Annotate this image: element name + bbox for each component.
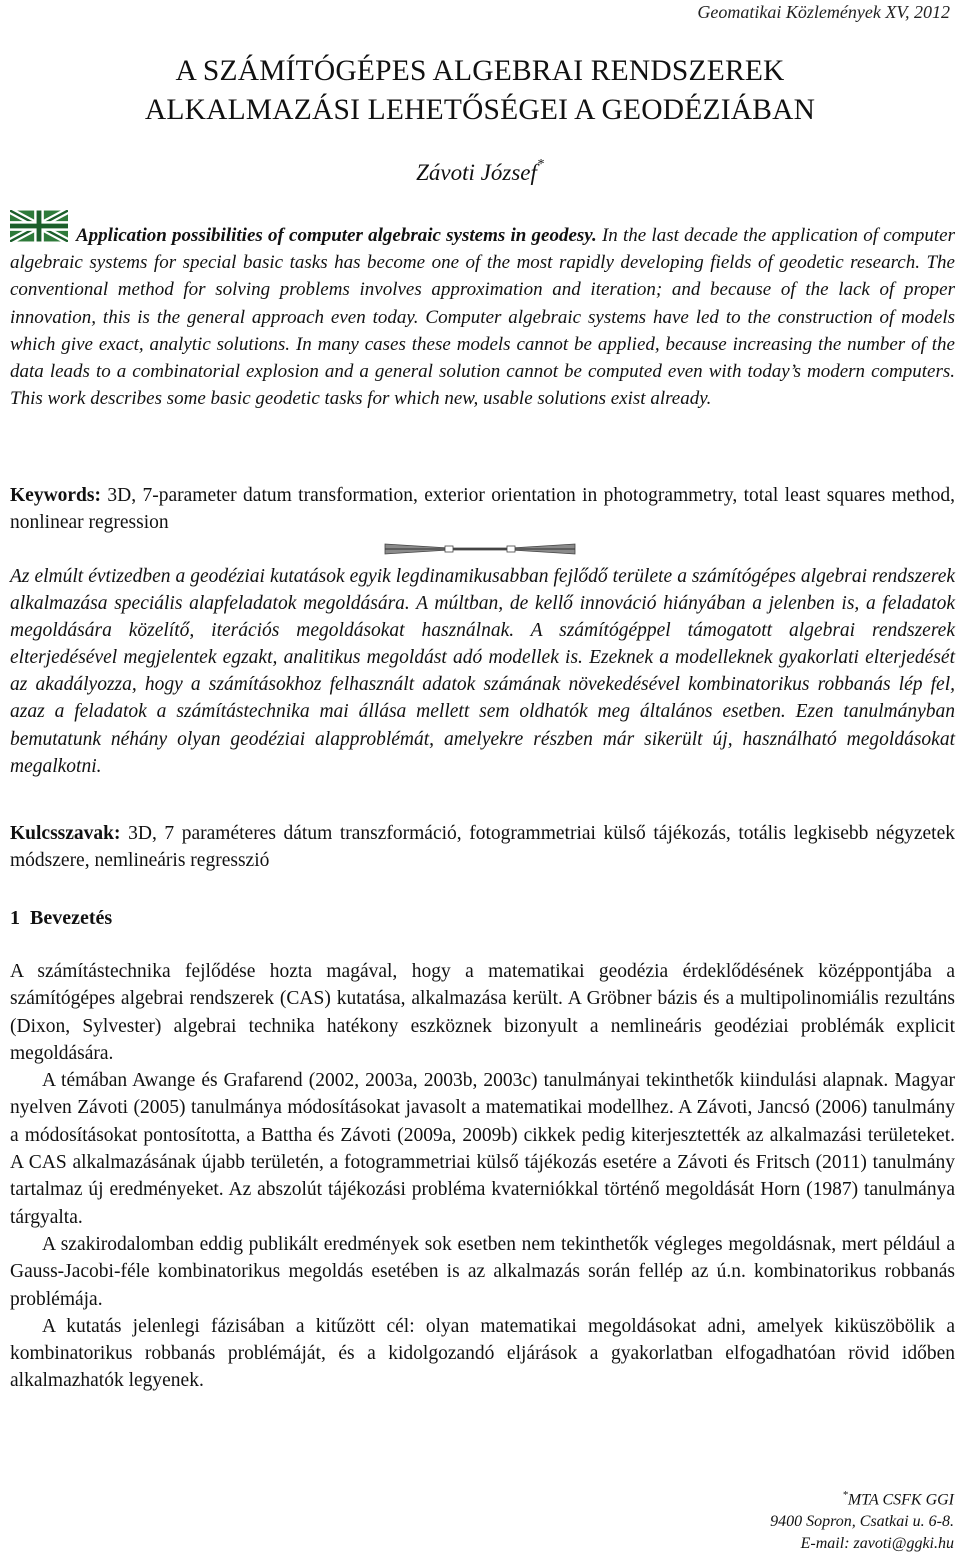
keywords-english <box>10 482 955 537</box>
paper-title <box>0 52 960 130</box>
footnote-email: E-mail: zavoti@ggki.hu <box>800 1535 954 1553</box>
abstract-english-title: Application possibilities of computer algebraic systems in geodesy. <box>76 225 597 246</box>
author-footnote-mark: * <box>536 157 544 172</box>
keywords-hungarian-label: Kulcsszavak: <box>10 823 121 844</box>
author-name: Závoti József <box>416 160 537 185</box>
section-heading <box>10 904 112 932</box>
footnote-address: 9400 Sopron, Csatkai u. 6-8. <box>770 1513 954 1531</box>
body-paragraph-1: A számítástechnika fejlődése hozta magával, hogy a matematikai geodézia érdeklődésének középpontjába a számítógépes algebrai rendszerek (CAS) kutatása, alkalmazása került. A Gröbner bázis és a multipolinomiális rezultáns (Dixon, Sylvester) algebrai technika hatékony eszköznek bizonyult a nemlineáris geodéziai problémák explicit megoldására. <box>10 961 955 1064</box>
body-paragraph-4: A kutatás jelenlegi fázisában a kitűzött cél: olyan matematikai megoldásokat adni, amelyek kiküszöbölik a kombinatorikus robbanás problémáját, és a kidolgozandó eljárások a gyakorlatban elfogadhatóan rövid időben alkalmazhatók legyenek. <box>10 1315 955 1392</box>
footnote-mark: * <box>842 1489 848 1501</box>
keywords-hungarian <box>10 820 955 875</box>
body-paragraph-3: A szakirodalomban eddig publikált eredmények sok esetben nem tekinthetők végleges megoldásnak, mert például a Gauss-Jacobi-féle kombinatorikus megoldás esetében is az alkalmazás során fellép az ú.n. kombinatorikus robbanás problémája. <box>10 1233 955 1310</box>
keywords-hungarian-text: 3D, 7 paraméteres dátum transzformáció, fotogrammetriai külső tájékozás, totális legkisebb négyzetek módszere, nemlineáris regresszió <box>10 823 955 872</box>
title-line-2: ALKALMAZÁSI LEHETŐSÉGEI A GEODÉZIÁBAN <box>144 94 816 126</box>
abstract-english-text: In the last decade the application of computer algebraic systems for special basic tasks has become one of the most rapidly developing fields of geodetic research. The conventional method for solving problems involves approximation and iteration; and because of the lack of proper innovation, this is the general approach even today. Computer algebraic systems have led to the construction of models which give exact, analytic solutions. In many cases these models cannot be applied, because increasing the number of the data leads to a combinatorial explosion and a general solution cannot be computed even with today’s modern computers. This work describes some basic geodetic tasks for which new, usable solutions exist already. <box>10 225 956 410</box>
section-number: 1 <box>10 907 20 929</box>
ornament-divider <box>383 542 577 556</box>
body-paragraph-2: A témában Awange és Grafarend (2002, 2003a, 2003b, 2003c) tanulmányai tekinthetők kiindulási alapnak. Magyar nyelven Závoti (2005) tanulmánya módosításokat javasolt a matematikai modellhez. A Závoti, Jancsó (2006) tanulmány a módosításokat pontosította, a Battha és Závoti (2009a, 2009b) cikkek pedig kiterjesztették az alkalmazási területeket. A CAS alkalmazásának újabb területén, a fotogrammetriai külső tájékozás esetére a Závoti és Fritsch (2011) tanulmány tartalmaz új eredményeket. Az abszolút tájékozási probléma kvaterniókkal történő megoldását Horn (1987) tanulmánya tárgyalta. <box>10 1070 955 1228</box>
journal-running-head: Geomatikai Közlemények XV, 2012 <box>697 2 950 22</box>
author-footnote <box>770 1484 954 1555</box>
section-body <box>10 958 955 1395</box>
footnote-affiliation: MTA CSFK GGI <box>847 1491 954 1509</box>
section-title: Bevezetés <box>30 907 113 929</box>
abstract-hungarian: Az elmúlt évtizedben a geodéziai kutatások egyik legdinamikusabban fejlődő területe a számítógépes algebrai rendszerek alkalmazása speciális alapfeladatok megoldására. A múltban, de kellő innováció hiányában a jelenben is, a feladatok megoldására közelítő, iterációs megoldásokat használnak. A számítógéppel támogatott algebrai rendszerek elterjedésével megjelentek egzakt, analitikus megoldást adó modellek is. Ezeknek a modelleknek gyakorlati elterjedését az akadályozza, hogy a számításokhoz felhasznált adatok számának növekedésével kombinatorikus robbanás lép fel, azaz a feladatok a számítástechnika mai állása mellett sem oldhatók meg általános esetben. Ezen tanulmányban bemutatunk néhány olyan geodéziai alapproblémát, amelyekre részben már sikerült új, használható megoldásokat megalkotni. <box>10 566 955 777</box>
footnote-affiliation-line <box>770 1484 954 1511</box>
title-line-1: A SZÁMÍTÓGÉPES ALGEBRAI RENDSZEREK <box>175 55 785 87</box>
author-line <box>0 150 960 188</box>
keywords-english-label: Keywords: <box>10 485 101 506</box>
keywords-english-text: 3D, 7-parameter datum transformation, exterior orientation in photogrammetry, total least squares method, nonlinear regression <box>10 485 956 534</box>
abstract-english <box>10 222 955 412</box>
